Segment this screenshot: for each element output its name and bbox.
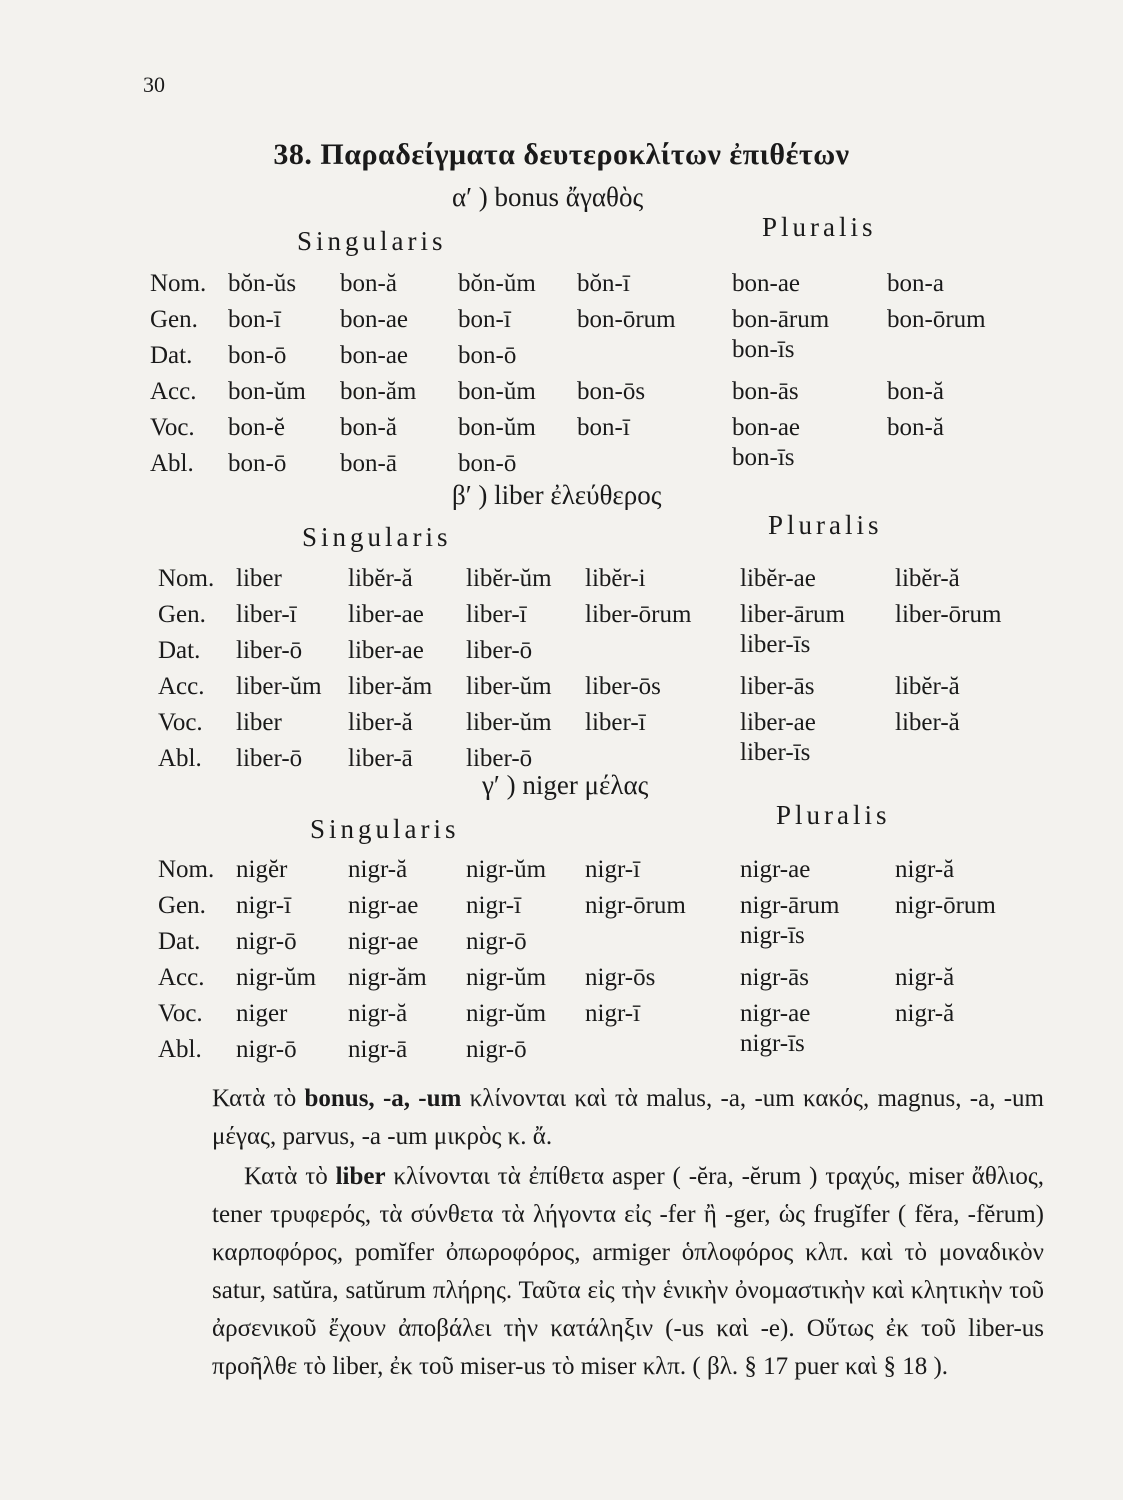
declension-form: nigr-ōrum — [895, 892, 996, 919]
declension-form: nigr-ō — [466, 1036, 527, 1063]
declension-form: nigr-ō — [466, 928, 527, 955]
declension-form: bon-ă — [340, 414, 397, 441]
declension-form: bon-ŭm — [228, 378, 306, 405]
declension-form: liber-ās — [740, 673, 815, 700]
declension-form: bon-ō — [458, 342, 517, 369]
case-label: Acc. — [150, 378, 197, 405]
para1-prefix: Κατὰ τὸ — [212, 1085, 305, 1112]
declension-form: bon-ō — [458, 450, 517, 477]
declension-form: nigr-ă — [348, 1000, 408, 1027]
declension-form: bon-ōrum — [577, 306, 676, 333]
declension-form: bŏn-ŭs — [228, 270, 297, 297]
declension-form: bon-ae — [732, 270, 801, 297]
case-label: Gen. — [158, 892, 206, 919]
singular-label: Singularis — [302, 522, 452, 552]
case-label: Dat. — [158, 637, 201, 664]
declension-form: liber-ō — [466, 745, 533, 772]
declension-form: nigr-ŭm — [466, 964, 547, 991]
declension-form: liber-ŭm — [466, 673, 552, 700]
declension-form: bon-ae — [732, 414, 801, 441]
declension-form: libĕr-ŭm — [466, 565, 552, 592]
declension-form: nigr-ī — [236, 892, 292, 919]
case-label: Dat. — [158, 928, 201, 955]
declension-form: liber-ī — [236, 601, 297, 628]
declension-form: liber-ŭm — [236, 673, 322, 700]
declension-form: liber-ă — [348, 709, 413, 736]
declension-form: liber-ăm — [348, 673, 433, 700]
declension-form: bon-ŭm — [458, 378, 536, 405]
declension-form: bon-ae — [340, 306, 409, 333]
declension-form: nigĕr — [236, 856, 288, 883]
case-label: Abl. — [158, 745, 202, 772]
declension-form: liber-ī — [466, 601, 527, 628]
declension-form: libĕr-ă — [895, 673, 960, 700]
declension-form: liber-ae — [348, 637, 424, 664]
declension-form: liber-ōrum — [585, 601, 692, 628]
declension-form: libĕr-i — [585, 565, 646, 592]
case-label: Nom. — [158, 856, 215, 883]
declension-form: liber — [236, 709, 282, 736]
declension-form: nigr-īs — [740, 1030, 805, 1057]
declension-form: liber-ōs — [585, 673, 661, 700]
declension-form: bon-ī — [228, 306, 281, 333]
declension-form: liber-ŭm — [466, 709, 552, 736]
declension-form: nigr-ī — [585, 856, 641, 883]
declension-form: nigr-ăm — [348, 964, 427, 991]
declension-form: libĕr-ae — [740, 565, 816, 592]
declension-form: nigr-ō — [236, 1036, 297, 1063]
declension-form: nigr-ōs — [585, 964, 656, 991]
declension-form: nigr-ārum — [740, 892, 840, 919]
case-label: Abl. — [158, 1036, 202, 1063]
declension-form: bŏn-ŭm — [458, 270, 536, 297]
declension-form: liber-ō — [236, 637, 303, 664]
declension-form: bon-ī — [577, 414, 630, 441]
plural-label: Pluralis — [776, 800, 891, 830]
declension-form: nigr-ă — [895, 1000, 955, 1027]
case-label: Voc. — [150, 414, 195, 441]
declension-form: bon-ă — [887, 378, 944, 405]
declension-form: bon-ārum — [732, 306, 830, 333]
declension-form: bon-ăm — [340, 378, 417, 405]
case-label: Dat. — [150, 342, 193, 369]
declension-form: bon-a — [887, 270, 944, 297]
case-label: Nom. — [158, 565, 215, 592]
section-title: 38. Παραδείγματα δευτεροκλίτων ἐπιθέτων — [273, 138, 850, 171]
page-number: 30 — [143, 72, 165, 97]
declension-form: bon-ă — [887, 414, 944, 441]
declension-form: nigr-ă — [348, 856, 408, 883]
case-label: Nom. — [150, 270, 207, 297]
declension-form: bon-ă — [340, 270, 397, 297]
declension-form: bon-īs — [732, 336, 795, 363]
declension-form: liber-ō — [466, 637, 533, 664]
declension-form: nigr-ā — [348, 1036, 408, 1063]
declension-form: nigr-ī — [585, 1000, 641, 1027]
declension-form: bon-ĕ — [228, 414, 285, 441]
case-label: Acc. — [158, 673, 205, 700]
declension-form: nigr-ae — [348, 928, 419, 955]
declension-form: liber-ō — [236, 745, 303, 772]
declension-form: liber-īs — [740, 631, 811, 658]
example-heading: γ′ ) niger μέλας — [482, 770, 649, 800]
declension-form: nigr-īs — [740, 922, 805, 949]
case-label: Voc. — [158, 709, 203, 736]
para2-rest: κλίνονται τὰ ἐπίθετα asper ( -ĕra, -ĕrum ) τραχύς, miser ἄθλιος, tener τρυφερός, τὰ σύνθετα τὰ λήγοντα εἰς -fer ἢ -ger, ὡς frugĭfer ( fĕra, -fĕrum) καρποφόρος, pomĭfer ὀπωροφόρος, armiger ὁπλοφόρος κλπ. καὶ τὸ μοναδικὸν satur, satŭra, satŭrum πλήρης. Ταῦτα εἰς τὴν ἑνικὴν ὀνομαστικὴν καὶ κλητικὴν τοῦ ἀρσενικοῦ ἔχουν ἀποβάλει τὴν κατάληξιν (-us καὶ -e). Οὕτως ἐκ τοῦ liber-us προῆλθε τὸ liber, ἐκ τοῦ miser-us τὸ miser κλπ. ( βλ. § 17 puer καὶ § 18 ). — [212, 1163, 1045, 1380]
declension-form: bon-ōs — [577, 378, 646, 405]
para1-rest: κλίνονται καὶ τὰ malus, -a, -um κακός, magnus, -a, -um μέγας, parvus, -a -um μικρὸς κ. ἄ. — [212, 1085, 1044, 1150]
declension-form: nigr-ă — [895, 856, 955, 883]
declension-form: nigr-ae — [348, 892, 419, 919]
declension-form: nigr-ă — [895, 964, 955, 991]
declension-form: bon-īs — [732, 444, 795, 471]
case-label: Acc. — [158, 964, 205, 991]
declension-form: nigr-ŭm — [466, 1000, 547, 1027]
declension-form: bon-ī — [458, 306, 511, 333]
declension-form: bon-ŭm — [458, 414, 536, 441]
declension-form: nigr-ō — [236, 928, 297, 955]
declension-form: liber-ī — [585, 709, 646, 736]
declension-form: bon-ō — [228, 450, 287, 477]
declension-form: liber-īs — [740, 739, 811, 766]
explanation-paragraph — [212, 1158, 1044, 1386]
explanation-paragraph — [212, 1080, 1044, 1156]
case-label: Voc. — [158, 1000, 203, 1027]
example-heading: β′ ) liber ἐλεύθερος — [452, 480, 662, 510]
declension-form: libĕr-ă — [348, 565, 413, 592]
para1-bold: bonus, -a, -um — [304, 1085, 462, 1112]
declension-form: bon-ā — [340, 450, 397, 477]
declension-form: liber-ōrum — [895, 601, 1002, 628]
declension-form: bon-ae — [340, 342, 409, 369]
declension-form: nigr-ŭm — [236, 964, 317, 991]
declension-form: liber-ā — [348, 745, 413, 772]
declension-form: bon-ās — [732, 378, 799, 405]
singular-label: Singularis — [297, 226, 447, 256]
singular-label: Singularis — [310, 814, 460, 844]
example-heading: α′ ) bonus ἄγαθὸς — [452, 182, 644, 212]
declension-form: bon-ō — [228, 342, 287, 369]
declension-form: nigr-ās — [740, 964, 809, 991]
declension-form: liber-ă — [895, 709, 960, 736]
declension-form: nigr-ae — [740, 1000, 811, 1027]
declension-form: liber-ae — [740, 709, 816, 736]
declension-form: niger — [236, 1000, 288, 1027]
declension-form: nigr-ŭm — [466, 856, 547, 883]
declension-form: bon-ōrum — [887, 306, 986, 333]
plural-label: Pluralis — [762, 212, 877, 242]
declension-form: nigr-ī — [466, 892, 522, 919]
para2-bold: liber — [335, 1163, 386, 1190]
case-label: Gen. — [150, 306, 198, 333]
declension-form: liber-ārum — [740, 601, 846, 628]
declension-form: bŏn-ī — [577, 270, 630, 297]
declension-form: liber-ae — [348, 601, 424, 628]
declension-form: nigr-ae — [740, 856, 811, 883]
case-label: Abl. — [150, 450, 194, 477]
declension-form: nigr-ōrum — [585, 892, 686, 919]
para2-prefix: Κατὰ τὸ — [244, 1163, 336, 1190]
declension-form: libĕr-ă — [895, 565, 960, 592]
case-label: Gen. — [158, 601, 206, 628]
plural-label: Pluralis — [768, 510, 883, 540]
declension-form: liber — [236, 565, 282, 592]
